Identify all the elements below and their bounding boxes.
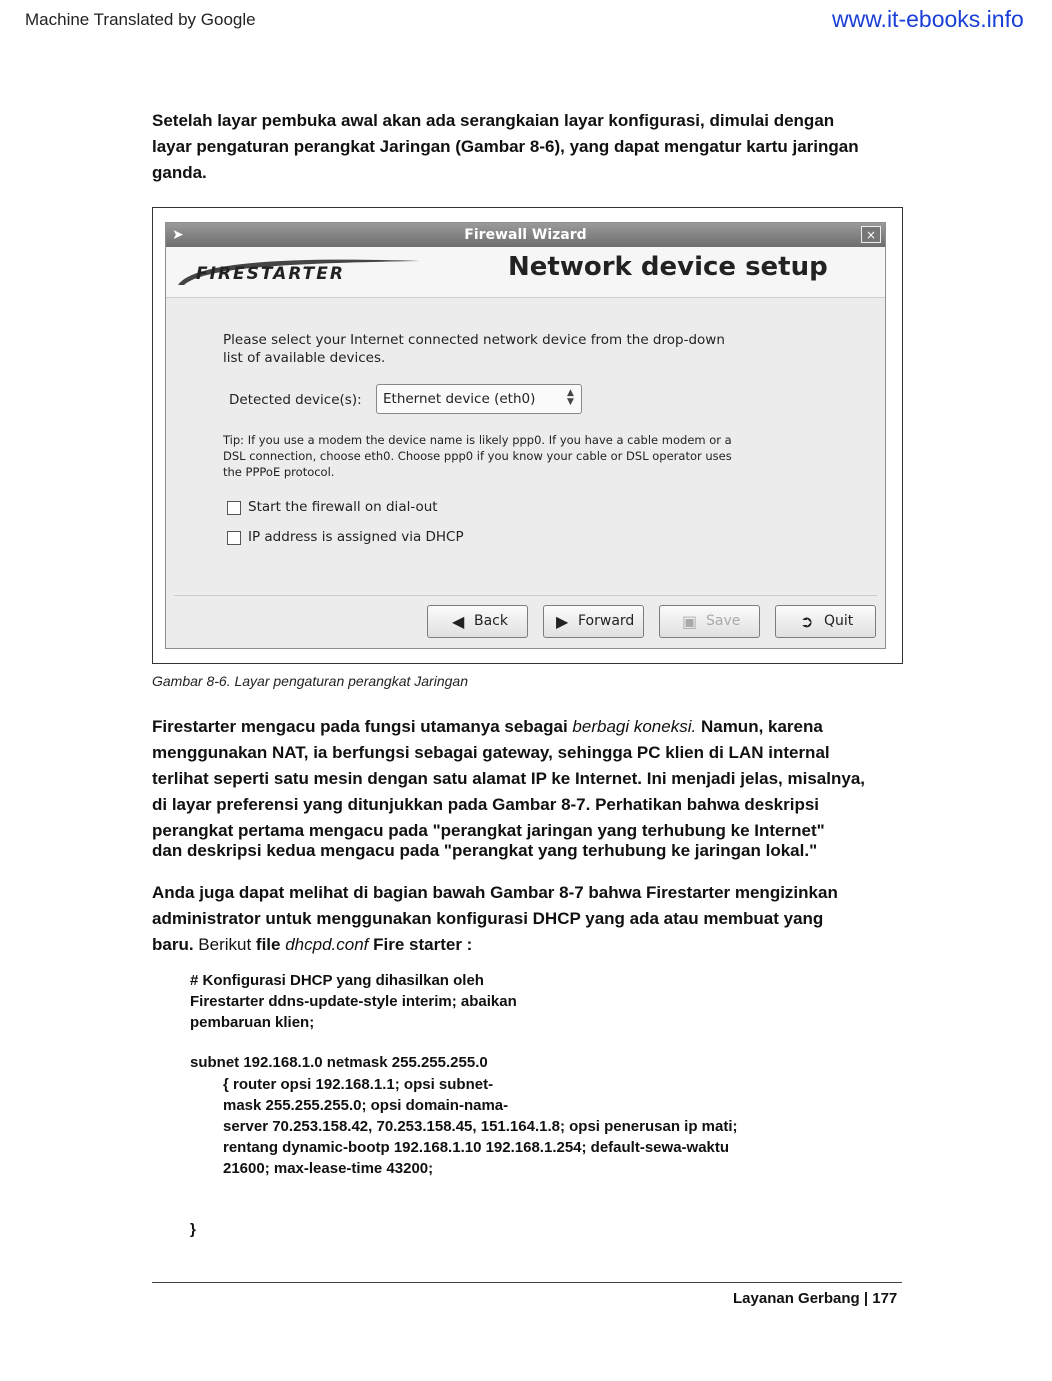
- intro-line: layar pengaturan perangkat Jaringan (Gambar 8-6), yang dapat mengatur kartu jaringan: [152, 137, 859, 156]
- window-title: Firewall Wizard: [464, 227, 587, 243]
- footer-rule: [152, 1282, 902, 1283]
- spinner-arrows-icon: ▲ ▼: [567, 388, 574, 407]
- figure-caption: Gambar 8-6. Layar pengaturan perangkat Jaringan: [152, 673, 468, 689]
- tip-line: DSL connection, choose eth0. Choose ppp0 if you know your cable or DSL operator uses: [223, 449, 732, 463]
- back-button-label: Back: [474, 613, 508, 629]
- code-line: mask 255.255.255.0; opsi domain-nama-: [223, 1097, 509, 1114]
- paragraph-line: [152, 714, 922, 740]
- paragraph-line: perangkat pertama mengacu pada "perangkat jaringan yang terhubung ke Internet": [152, 821, 825, 840]
- paragraph-line: dan deskripsi kedua mengacu pada "perangkat yang terhubung ke jaringan lokal.": [152, 841, 818, 860]
- firewall-wizard-window: [165, 222, 886, 649]
- dhcp-checkbox[interactable]: [227, 531, 241, 545]
- text-run: file: [255, 935, 281, 954]
- tip-text: [223, 432, 732, 480]
- text-run: Namun, karena: [696, 717, 823, 736]
- app-icon: ➤: [172, 227, 184, 243]
- button-separator: [174, 595, 877, 596]
- dialout-checkbox-label: Start the firewall on dial-out: [248, 499, 438, 515]
- back-arrow-icon: ◀: [452, 612, 465, 631]
- paragraph-line: terlihat seperti satu mesin dengan satu alamat IP ke Internet. Ini menjadi jelas, misalnya,: [152, 769, 865, 788]
- intro-paragraph: [152, 108, 922, 186]
- machine-translated-label: Machine Translated by Google: [25, 10, 256, 29]
- ebooks-link[interactable]: www.it-ebooks.info: [832, 6, 1024, 32]
- forward-button[interactable]: [543, 605, 644, 638]
- save-button-label: Save: [706, 613, 741, 629]
- close-icon[interactable]: ×: [861, 226, 881, 243]
- window-titlebar: [166, 223, 885, 247]
- code-line: Firestarter ddns-update-style interim; abaikan: [190, 993, 517, 1010]
- code-line: rentang dynamic-bootp 192.168.1.10 192.168.1.254; default-sewa-waktu: [223, 1139, 730, 1156]
- page-title: Network device setup: [508, 252, 828, 282]
- paragraph-line: di layar preferensi yang ditunjukkan pada Gambar 8-7. Perhatikan bahwa deskripsi: [152, 795, 820, 814]
- quit-button-label: Quit: [824, 613, 854, 629]
- dhcp-checkbox-label: IP address is assigned via DHCP: [248, 529, 464, 545]
- code-line: }: [190, 1221, 196, 1238]
- body-paragraph: [152, 880, 922, 958]
- prompt-line: Please select your Internet connected network device from the drop-down: [223, 332, 725, 348]
- code-line: pembaruan klien;: [190, 1014, 315, 1031]
- save-button[interactable]: [659, 605, 760, 638]
- filename: dhcpd.conf: [285, 935, 369, 954]
- intro-line: Setelah layar pembuka awal akan ada serangkaian layar konfigurasi, dimulai dengan: [152, 111, 835, 130]
- device-select-value: Ethernet device (eth0): [383, 391, 536, 407]
- code-line: subnet 192.168.1.0 netmask 255.255.255.0: [190, 1054, 488, 1071]
- device-select[interactable]: [376, 384, 582, 414]
- paragraph-line: menggunakan NAT, ia berfungsi sebagai gateway, sehingga PC klien di LAN internal: [152, 743, 830, 762]
- code-line: { router opsi 192.168.1.1; opsi subnet-: [223, 1076, 494, 1093]
- quit-button[interactable]: [775, 605, 876, 638]
- code-line: # Konfigurasi DHCP yang dihasilkan oleh: [190, 972, 484, 989]
- intro-line: ganda.: [152, 163, 207, 182]
- tip-line: the PPPoE protocol.: [223, 465, 335, 479]
- firestarter-logo: [174, 255, 424, 289]
- quit-door-icon: ➲: [800, 612, 814, 631]
- text-run: Fire starter :: [368, 935, 473, 954]
- logo-text: FIRESTARTER: [196, 264, 345, 284]
- text-run: baru.: [152, 935, 194, 954]
- italic-term: berbagi koneksi.: [572, 717, 697, 736]
- save-disk-icon: ▣: [682, 612, 698, 631]
- forward-button-label: Forward: [578, 613, 635, 629]
- text-run: Firestarter mengacu pada fungsi utamanya sebagai: [152, 717, 573, 736]
- prompt-line: list of available devices.: [223, 350, 386, 366]
- back-button[interactable]: [427, 605, 528, 638]
- code-line: server 70.253.158.42, 70.253.158.45, 151.164.1.8; opsi penerusan ip mati;: [223, 1118, 738, 1135]
- code-line: 21600; max-lease-time 43200;: [223, 1160, 434, 1177]
- dialout-checkbox[interactable]: [227, 501, 241, 515]
- wizard-banner: [166, 247, 885, 298]
- body-paragraph: [152, 714, 922, 864]
- paragraph-line: Anda juga dapat melihat di bagian bawah Gambar 8-7 bahwa Firestarter mengizinkan: [152, 883, 838, 902]
- forward-arrow-icon: ▶: [556, 612, 569, 631]
- paragraph-line: administrator untuk menggunakan konfigurasi DHCP yang ada atau membuat yang: [152, 909, 824, 928]
- detected-device-label: Detected device(s):: [229, 392, 362, 408]
- paragraph-line: [152, 932, 922, 958]
- page-footer: Layanan Gerbang | 177: [733, 1290, 898, 1307]
- text-run: Berikut: [193, 935, 256, 954]
- tip-line: Tip: If you use a modem the device name is likely ppp0. If you have a cable modem or a: [223, 433, 732, 447]
